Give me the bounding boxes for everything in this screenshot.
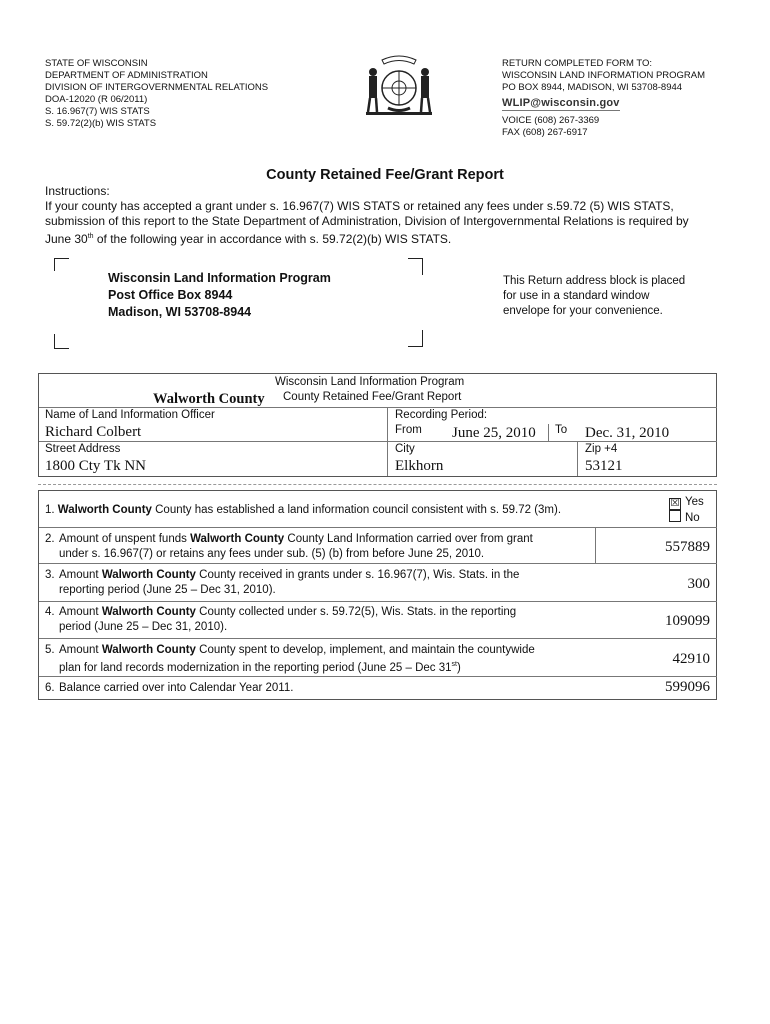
yes-no-options	[669, 495, 704, 526]
from-label: From	[395, 424, 422, 436]
county-name: Walworth County	[101, 606, 196, 618]
question-number: 1.	[45, 504, 55, 516]
question-3	[45, 568, 519, 597]
separator	[38, 484, 717, 485]
state-seal-icon	[360, 50, 438, 120]
question-text: )	[456, 661, 461, 674]
divider	[39, 527, 717, 528]
question-1	[45, 503, 561, 518]
corner-mark	[408, 330, 423, 347]
note-line: envelope for your convenience.	[503, 305, 663, 317]
return-header	[502, 58, 705, 139]
question-line	[45, 568, 519, 583]
street-label: Street Address	[45, 443, 121, 455]
zip-label: Zip +4	[585, 443, 618, 455]
question-line	[45, 658, 535, 675]
instructions-text: June 30	[45, 232, 88, 246]
email-link[interactable]: WLIP@wisconsin.gov	[502, 97, 620, 109]
fax-number: FAX (608) 267-6917	[502, 127, 588, 138]
instructions-line	[45, 229, 735, 247]
question-text: Amount	[59, 569, 102, 581]
statute-ref: S. 59.72(2)(b) WIS STATS	[45, 118, 157, 129]
instructions	[45, 184, 735, 247]
to-label: To	[555, 424, 568, 436]
question-line	[45, 532, 533, 547]
q6-balance-field[interactable]: 599096	[665, 679, 710, 695]
q5-amount-field[interactable]: 42910	[672, 651, 710, 667]
agency-header	[45, 58, 268, 130]
address-line: Post Office Box 8944	[108, 288, 233, 302]
question-text: Amount	[59, 644, 102, 656]
instructions-label: Instructions:	[45, 184, 110, 198]
divider	[39, 638, 717, 639]
county-name: Walworth County	[57, 504, 152, 516]
no-checkbox[interactable]	[669, 510, 681, 522]
no-label: No	[685, 512, 700, 524]
question-text: County has established a land information council consistent with s. 59.72 (3m).	[151, 504, 562, 516]
question-text: County collected under s. 59.72(5), Wis. Stats. in the reporting	[195, 606, 517, 618]
zip-field[interactable]: 53121	[585, 458, 623, 474]
divider	[39, 676, 717, 677]
yes-label: Yes	[685, 496, 704, 508]
voice-number: VOICE (608) 267-3369	[502, 115, 600, 126]
question-number: 2.	[45, 533, 55, 545]
officer-field[interactable]: Richard Colbert	[45, 424, 142, 440]
window-envelope-note	[503, 274, 723, 319]
address-line: Wisconsin Land Information Program	[108, 271, 331, 285]
county-info-box	[38, 373, 717, 477]
divider	[577, 441, 578, 476]
instructions-text: of the following year in accordance with s. 59.72(2)(b) WIS STATS.	[93, 232, 452, 246]
agency-line: STATE OF WISCONSIN	[45, 58, 148, 69]
county-name: Walworth County	[101, 644, 196, 656]
question-number: 4.	[45, 606, 55, 618]
superscript: th	[87, 233, 94, 240]
divider	[39, 407, 717, 408]
instructions-line: If your county has accepted a grant under s. 16.967(7) WIS STATS or retained any fees under s.59.72 (5) WIS STATS,	[45, 199, 674, 213]
county-name: Walworth County	[101, 569, 196, 581]
q4-amount-field[interactable]: 109099	[665, 613, 710, 629]
question-text: County received in grants under s. 16.967(7), Wis. Stats. in the	[195, 569, 520, 581]
program-heading: Wisconsin Land Information Program	[275, 376, 465, 388]
city-field[interactable]: Elkhorn	[395, 458, 444, 474]
return-address-block	[108, 270, 331, 321]
question-text: County spent to develop, implement, and maintain the countywide	[195, 644, 535, 656]
from-date-field[interactable]: June 25, 2010	[452, 425, 536, 441]
question-number: 5.	[45, 644, 55, 656]
divider	[39, 441, 717, 442]
to-date-field[interactable]: Dec. 31, 2010	[585, 425, 670, 441]
question-line: under s. 16.967(7) or retains any fees under sub. (5) (b) from before June 25, 2010.	[59, 547, 485, 560]
statute-ref: S. 16.967(7) WIS STATS	[45, 106, 150, 117]
recording-period-label: Recording Period:	[395, 409, 488, 421]
officer-label: Name of Land Information Officer	[45, 409, 215, 421]
question-2	[45, 532, 533, 561]
agency-line: DIVISION OF INTERGOVERNMENTAL RELATIONS	[45, 82, 269, 93]
corner-mark	[408, 258, 423, 275]
city-label: City	[395, 443, 415, 455]
questions-box	[38, 490, 717, 700]
no-option[interactable]	[669, 510, 704, 526]
q3-amount-field[interactable]: 300	[687, 576, 710, 592]
form-number: DOA-12020 (R 06/2011)	[45, 94, 148, 105]
question-line	[45, 643, 535, 658]
yes-checkbox[interactable]: ☒	[670, 498, 680, 509]
yes-option[interactable]	[669, 495, 704, 510]
address-line: Madison, WI 53708-8944	[108, 305, 252, 319]
divider	[548, 424, 549, 441]
county-name: Walworth County	[153, 391, 265, 407]
question-4	[45, 605, 516, 634]
note-line: This Return address block is placed	[503, 275, 686, 287]
divider	[39, 563, 717, 564]
question-text: County Land Information carried over from grant	[284, 533, 533, 545]
return-line: WISCONSIN LAND INFORMATION PROGRAM	[502, 70, 706, 81]
question-text: plan for land records modernization in the reporting period (June 25 – Dec 31	[59, 661, 452, 674]
question-text: Balance carried over into Calendar Year 2011.	[59, 682, 294, 694]
question-text: Amount	[59, 606, 102, 618]
agency-line: DEPARTMENT OF ADMINISTRATION	[45, 70, 208, 81]
corner-mark	[54, 334, 69, 349]
report-heading: County Retained Fee/Grant Report	[283, 391, 462, 403]
return-line: PO BOX 8944, MADISON, WI 53708-8944	[502, 82, 683, 93]
corner-mark	[54, 258, 69, 271]
question-number: 6.	[45, 682, 55, 694]
return-line: RETURN COMPLETED FORM TO:	[502, 58, 653, 69]
question-number: 3.	[45, 569, 55, 581]
question-line	[45, 605, 516, 620]
divider	[39, 601, 717, 602]
divider	[595, 527, 596, 563]
street-field[interactable]: 1800 Cty Tk NN	[45, 458, 146, 474]
question-6	[45, 681, 293, 696]
question-5	[45, 643, 535, 675]
county-name: Walworth County	[190, 533, 285, 545]
question-line: reporting period (June 25 – Dec 31, 2010).	[59, 583, 276, 596]
q2-amount-field[interactable]: 557889	[665, 539, 710, 555]
question-line: period (June 25 – Dec 31, 2010).	[59, 620, 228, 633]
page-title: County Retained Fee/Grant Report	[266, 167, 504, 183]
question-text: Amount of unspent funds	[59, 533, 191, 545]
superscript: st	[451, 660, 457, 668]
note-line: for use in a standard window	[503, 290, 650, 302]
instructions-line: submission of this report to the State Department of Administration, Division of Intergovernmental Relations is required by	[45, 214, 689, 228]
